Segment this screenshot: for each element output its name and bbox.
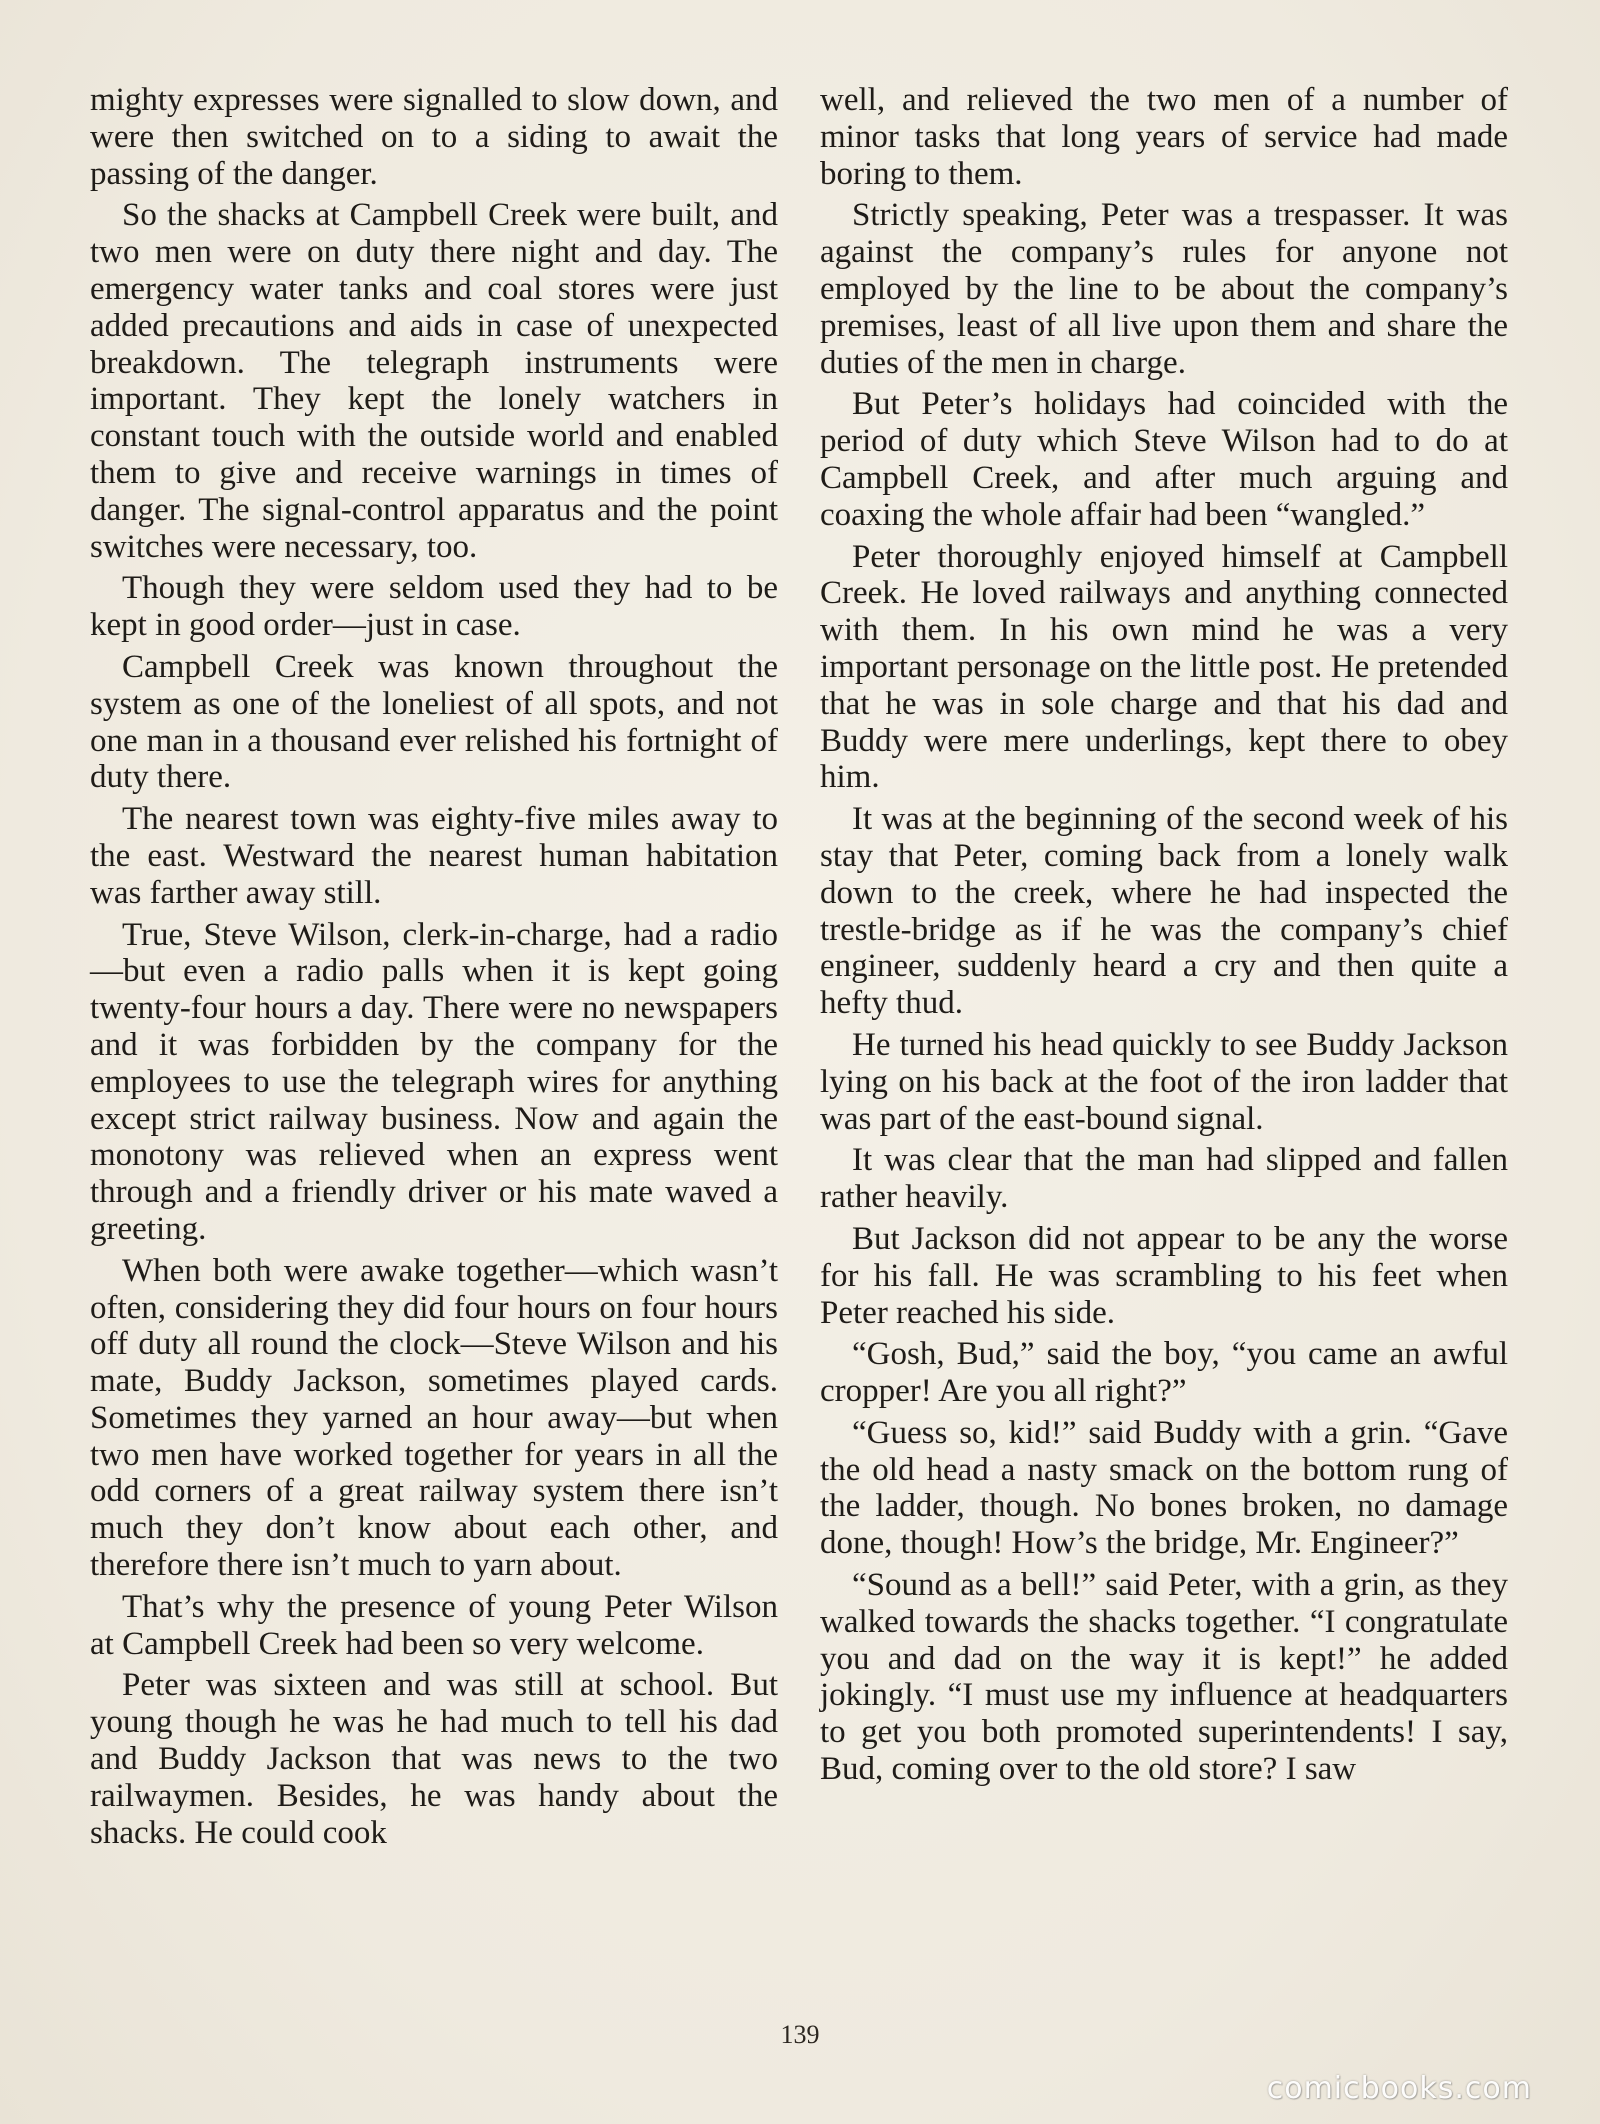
paragraph: mighty expresses were signalled to slow down, and were then switched on to a siding to await the passing of the danger. [90,82,778,192]
paragraph: It was clear that the man had slipped and fallen rather heavily. [820,1142,1508,1216]
right-column [820,82,1508,1793]
watermark: comicbooks.com [1266,2071,1532,2106]
paragraph: Though they were seldom used they had to be kept in good order—just in case. [90,570,778,644]
paragraph: Strictly speaking, Peter was a trespasser. It was against the company’s rules for anyone not employed by the line to be about the company’s premises, least of all live upon them and share the duties of the men in charge. [820,197,1508,381]
paragraph: Peter was sixteen and was still at school. But young though he was he had much to tell his dad and Buddy Jackson that was news to the two railwaymen. Besides, he was handy about the shacks. He could cook [90,1667,778,1851]
paragraph: But Jackson did not appear to be any the worse for his fall. He was scrambling to his feet when Peter reached his side. [820,1220,1508,1331]
page-number: 139 [780,2020,820,2049]
paragraph: True, Steve Wilson, clerk-in-charge, had a radio—but even a radio palls when it is kept going twenty-four hours a day. There were no newspapers and it was forbidden by the company for the employees to use the telegraph wires for anything except strict railway business. Now and again the monotony was relieved when an express went through and a friendly driver or his mate waved a greeting. [90,916,778,1247]
paragraph: He turned his head quickly to see Buddy Jackson lying on his back at the foot of the iron ladder that was part of the east-bound signal. [820,1026,1508,1137]
paragraph: When both were awake together—which wasn’t often, considering they did four hours on four hours off duty all round the clock—Steve Wilson and his mate, Buddy Jackson, sometimes played cards. Sometimes they yarned an hour away—but when two men have worked together for years in all the odd corners of a great railway system there isn’t much they don’t know about each other, and therefore there isn’t much to yarn about. [90,1252,778,1584]
paragraph: But Peter’s holidays had coincided with the period of duty which Steve Wilson had to do at Campbell Creek, and after much arguing and coaxing the whole affair had been “wangled.” [820,386,1508,533]
paragraph: well, and relieved the two men of a number of minor tasks that long years of service had made boring to them. [820,82,1508,192]
paragraph: So the shacks at Campbell Creek were built, and two men were on duty there night and day. The emergency water tanks and coal stores were just added precautions and aids in case of unexpected breakdown. The telegraph instruments were important. They kept the lonely watchers in constant touch with the outside world and enabled them to give and receive warnings in times of danger. The signal-control apparatus and the point switches were necessary, too. [90,197,778,565]
paragraph: Campbell Creek was known throughout the system as one of the loneliest of all spots, and not one man in a thousand ever relished his fortnight of duty there. [90,648,778,796]
paragraph: “Guess so, kid!” said Buddy with a grin. “Gave the old head a nasty smack on the bottom rung of the ladder, though. No bones broken, no damage done, though! How’s the bridge, Mr. Engineer?” [820,1414,1508,1562]
paragraph: Peter thoroughly enjoyed himself at Campbell Creek. He loved railways and anything connected with them. In his own mind he was a very important personage on the little post. He pretended that he was in sole charge and that his dad and Buddy were mere underlings, kept there to obey him. [820,538,1508,796]
paragraph: The nearest town was eighty-five miles away to the east. Westward the nearest human habitation was farther away still. [90,801,778,911]
paragraph: That’s why the presence of young Peter Wilson at Campbell Creek had been so very welcome. [90,1588,778,1662]
paragraph: “Gosh, Bud,” said the boy, “you came an awful cropper! Are you all right?” [820,1336,1508,1410]
paragraph: “Sound as a bell!” said Peter, with a grin, as they walked towards the shacks together. “I congratulate you and dad on the way it is kept!” he added jokingly. “I must use my influence at headquarters to get you both promoted superintendents! I say, Bud, coming over to the old store? I saw [820,1567,1508,1788]
paragraph: It was at the beginning of the second week of his stay that Peter, coming back from a lonely walk down to the creek, where he had inspected the trestle-bridge as if he was the company’s chief engineer, suddenly heard a cry and then quite a hefty thud. [820,801,1508,1022]
left-column [90,82,778,1856]
